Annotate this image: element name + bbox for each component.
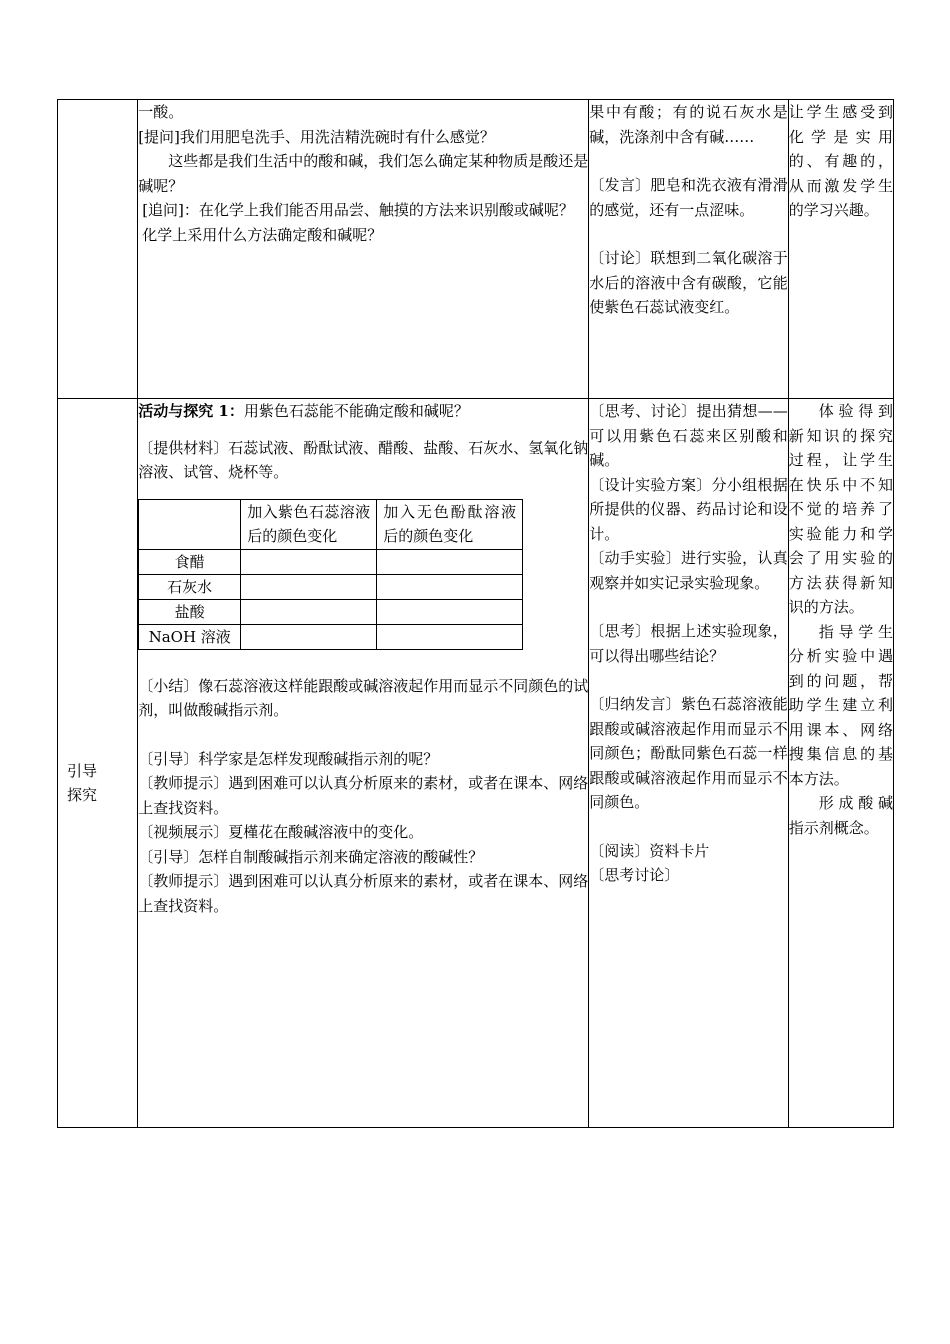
guide-text: 〔引导〕怎样自制酸碱指示剂来确定溶液的酸碱性？: [138, 847, 484, 866]
table-row: [139, 549, 523, 574]
materials-text: 〔提供材料〕石蕊试液、酚酞试液、醋酸、盐酸、石灰水、氢氧化钠溶液、试管、烧杯等。: [138, 438, 589, 481]
experiment-record-table: [138, 499, 523, 650]
table-cell: [241, 624, 377, 649]
table-row: [139, 574, 523, 599]
teacher-activity-cell: [138, 399, 589, 1128]
intent-text: 形成酸碱指示剂概念。: [788, 794, 893, 837]
table-header: [139, 499, 241, 549]
teacher-activity-cell: [138, 100, 589, 399]
table-cell: [241, 574, 377, 599]
summary-text: 〔小结〕像石蕊溶液这样能跟酸或碱溶液起作用而显示不同颜色的试剂，叫做酸碱指示剂。: [138, 676, 589, 719]
intent-text: 让学生感受到化学是实用的、有趣的，从而激发学生的学习兴趣。: [788, 103, 893, 219]
row-label: 食醋: [139, 549, 241, 574]
student-text: 〔设计实验方案〕分小组根据所提供的仪器、药品讨论和设计。: [589, 475, 788, 543]
row-label: 石灰水: [139, 574, 241, 599]
stage-label: 探究: [67, 786, 98, 804]
teacher-text: 这些都是我们生活中的酸和碱，我们怎么确定某种物质是酸还是碱呢？: [138, 152, 589, 195]
lesson-plan-table: [57, 99, 894, 1128]
teacher-text: 一酸。: [138, 103, 184, 121]
student-activity-cell: [589, 100, 788, 399]
student-text: 〔思考〕根据上述实验现象，可以得出哪些结论？: [589, 622, 788, 665]
student-text: 〔归纳发言〕紫色石蕊溶液能跟酸或碱溶液起作用而显示不同颜色；酚酞同紫色石蕊一样跟酸或碱溶液起作用而显示不同颜色。: [589, 695, 788, 811]
activity-question: 用紫色石蕊能不能确定酸和碱呢？: [243, 402, 469, 420]
student-text: 〔阅读〕资料卡片: [589, 841, 710, 860]
design-intent-cell: [788, 100, 893, 399]
table-cell: [241, 599, 377, 624]
activity-title: 活动与探究 1：: [138, 402, 244, 420]
table-row: [58, 399, 894, 1128]
student-text: 〔动手实验〕进行实验，认真观察并如实记录实验现象。: [589, 549, 788, 592]
table-cell: [377, 574, 523, 599]
design-intent-cell: [788, 399, 893, 1128]
stage-label-cell: [58, 399, 138, 1128]
stage-label: 引导: [67, 762, 98, 780]
guide-text: 〔视频展示〕夏槿花在酸碱溶液中的变化。: [138, 823, 424, 841]
table-cell: [241, 549, 377, 574]
table-header: 加入无色酚酞溶液后的颜色变化: [377, 499, 523, 549]
teacher-text: [提问]我们用肥皂洗手、用洗洁精洗碗时有什么感觉？: [138, 127, 495, 146]
table-cell: [377, 599, 523, 624]
guide-text: 〔引导〕科学家是怎样发现酸碱指示剂的呢？: [138, 749, 439, 768]
intent-text: 体验得到新知识的探究过程，让学生在快乐中不知不觉的培养了实验能力和学会了用实验的方法获得新知识的方法。: [788, 402, 893, 616]
table-header-row: [139, 499, 523, 549]
table-row: [58, 100, 894, 399]
student-text: 果中有酸；有的说石灰水是碱，洗涤剂中含有碱……: [589, 103, 788, 146]
row-label: NaOH 溶液: [139, 624, 241, 649]
table-header: 加入紫色石蕊溶液后的颜色变化: [241, 499, 377, 549]
student-text: 〔讨论〕联想到二氧化碳溶于水后的溶液中含有碳酸，它能使紫色石蕊试液变红。: [589, 249, 788, 316]
row-label: 盐酸: [139, 599, 241, 624]
student-text: 〔思考、讨论〕提出猜想——可以用紫色石蕊来区别酸和碱。: [589, 402, 788, 469]
table-row: [139, 599, 523, 624]
table-cell: [377, 624, 523, 649]
teacher-text: [追问]：在化学上我们能否用品尝、触摸的方法来识别酸或碱呢？化学上采用什么方法确定酸和碱呢？: [142, 201, 574, 244]
intent-text: 指导学生分析实验中遇到的问题，帮助学生建立利用课本、网络搜集信息的基本方法。: [788, 622, 893, 788]
student-text: 〔发言〕肥皂和洗衣液有滑滑的感觉，还有一点涩味。: [589, 176, 788, 219]
table-row: [139, 624, 523, 649]
guide-text: 〔教师提示〕遇到困难可以认真分析原来的素材，或者在课本、网络上查找资料。: [138, 774, 589, 817]
table-cell: [377, 549, 523, 574]
student-activity-cell: [589, 399, 788, 1128]
guide-text: 〔教师提示〕遇到困难可以认真分析原来的素材，或者在课本、网络上查找资料。: [138, 872, 589, 915]
student-text: 〔思考讨论〕: [589, 866, 680, 884]
stage-cell-empty: [58, 100, 138, 399]
